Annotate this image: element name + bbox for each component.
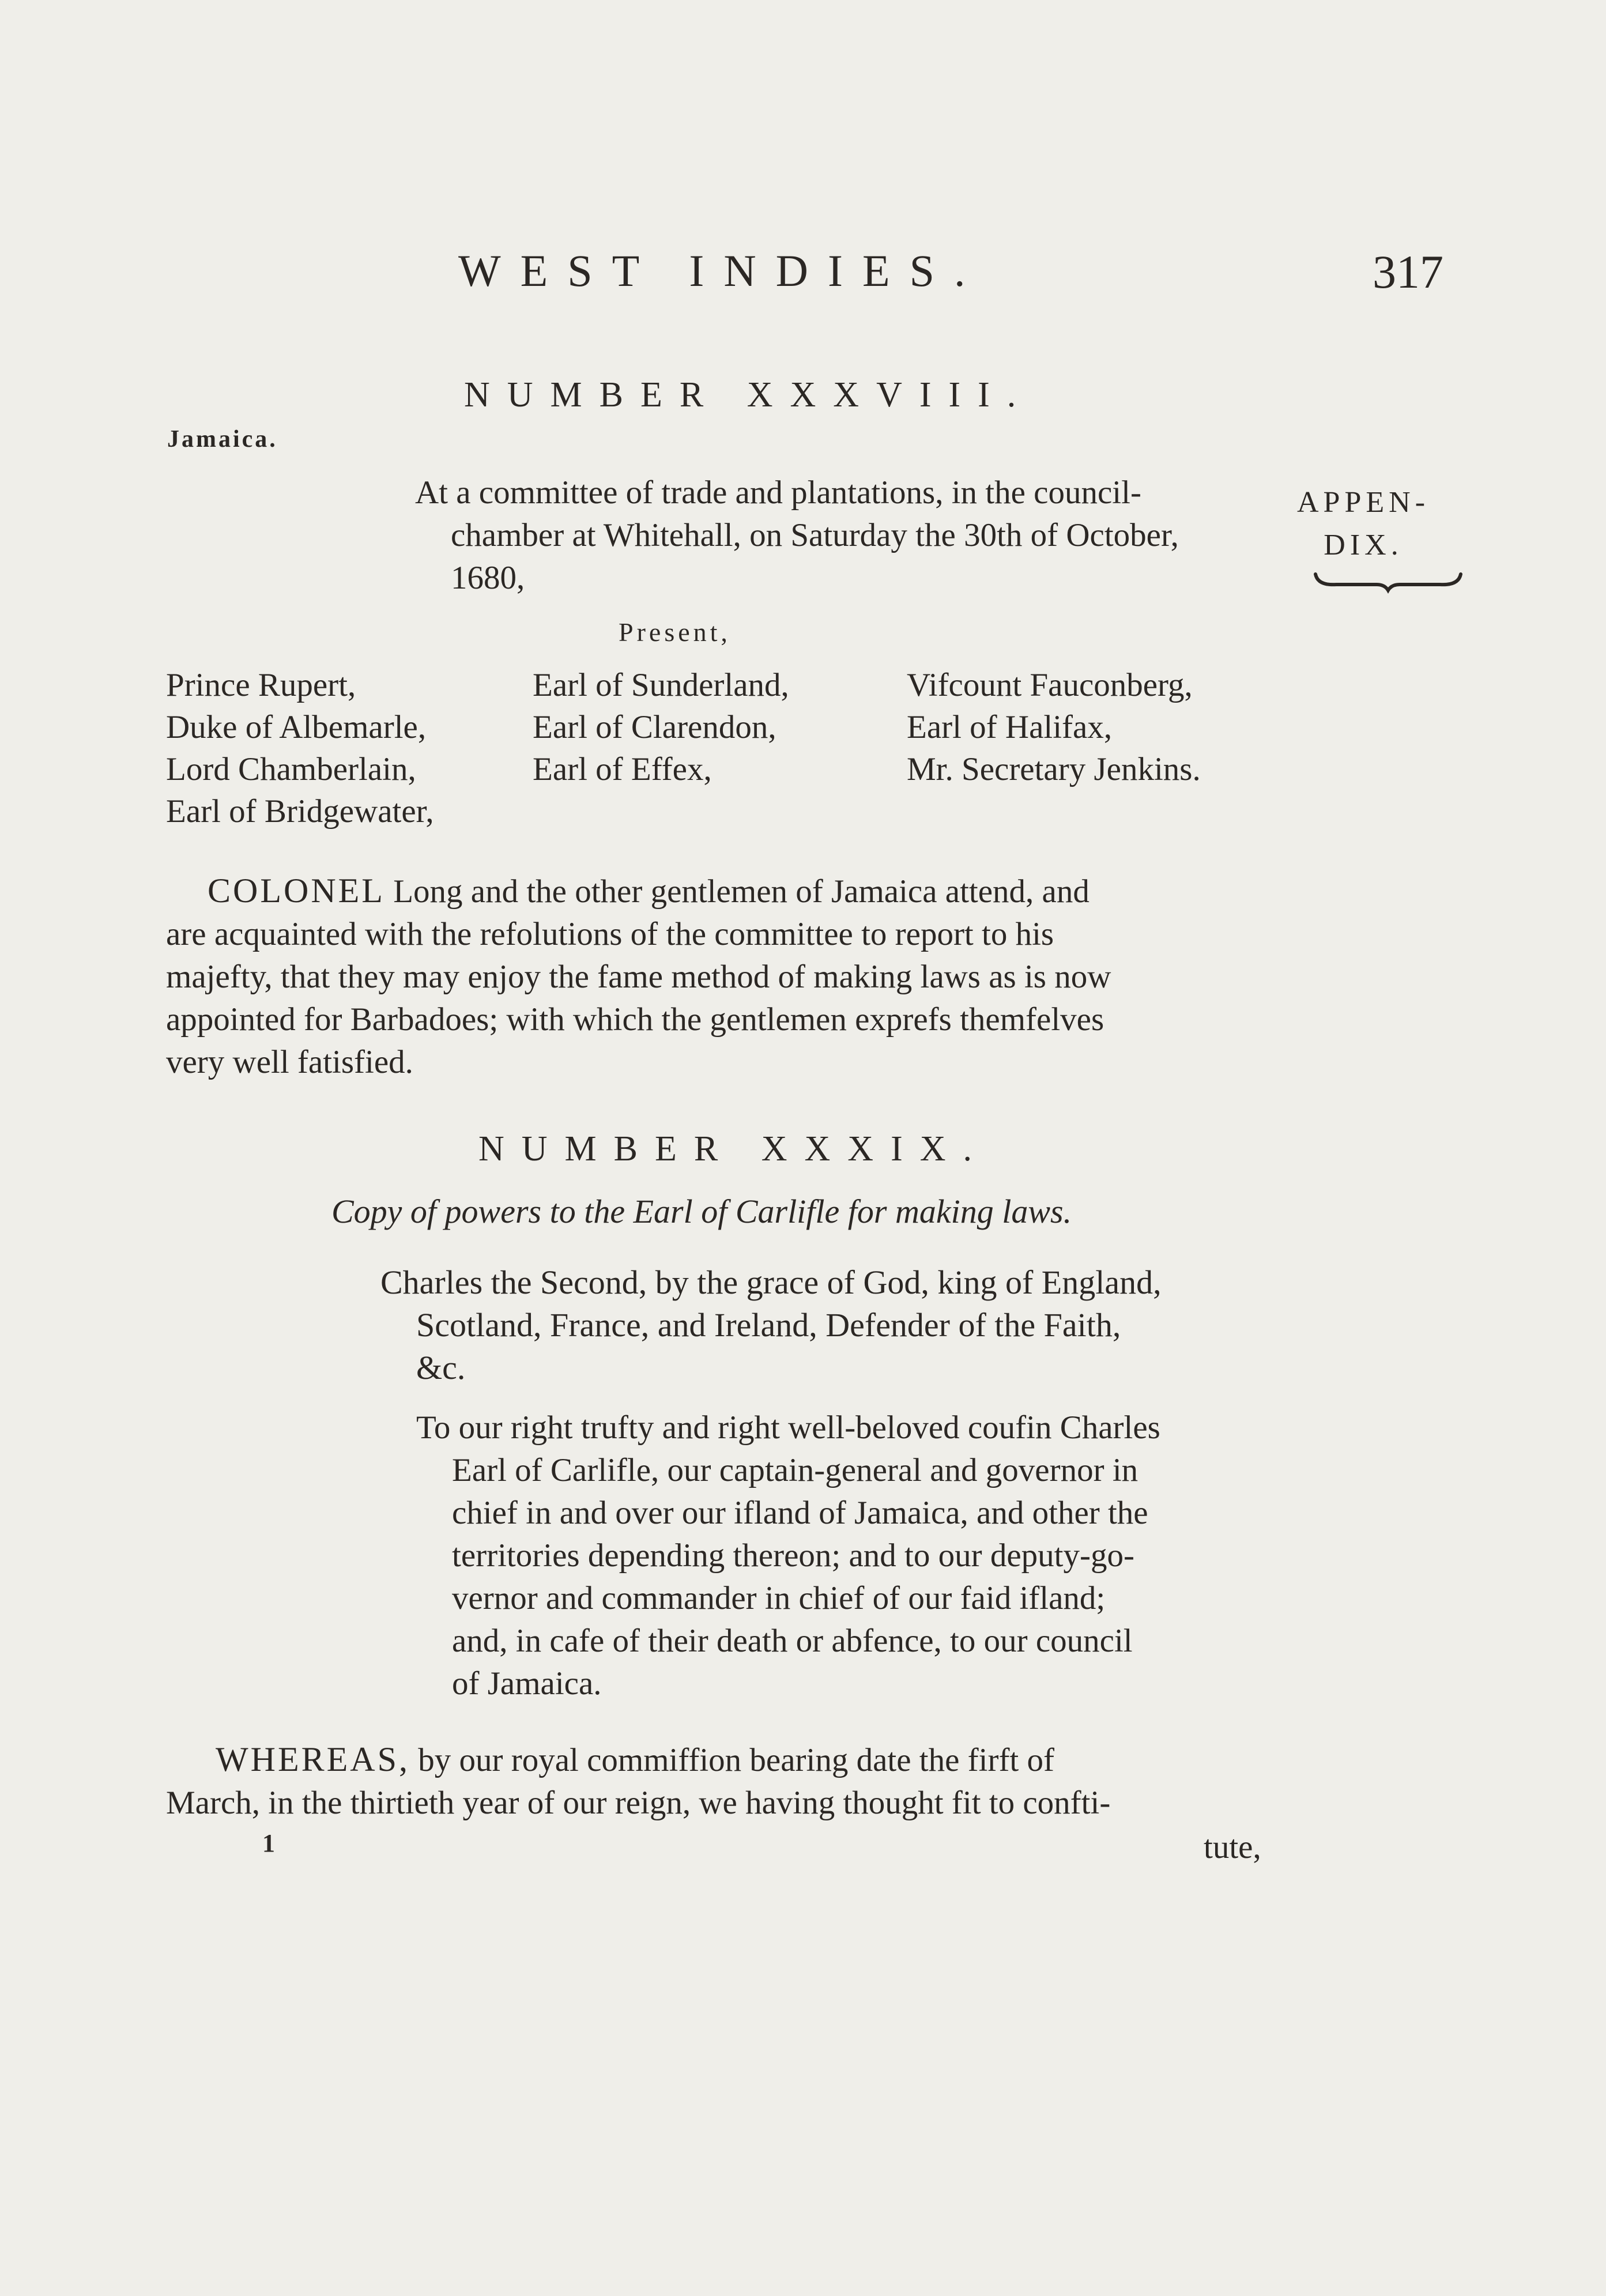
- attendees-column-1: [166, 664, 434, 832]
- committee-intro: [415, 472, 1179, 600]
- brace-ornament-icon: [1313, 571, 1463, 594]
- salutation-line: Scotland, France, and Ireland, Defender of the Faith,: [416, 1306, 1121, 1344]
- address-line: To our right trufty and right well-beloved coufin Charles: [416, 1409, 1160, 1446]
- intro-line: At a committee of trade and plantations, in the council-: [415, 474, 1141, 511]
- intro-line: chamber at Whitehall, on Saturday the 30th of October,: [451, 517, 1179, 553]
- attendee: Vifcount Fauconberg,: [907, 667, 1193, 703]
- address-line: of Jamaica.: [452, 1665, 602, 1702]
- appendix-line-1: APPEN-: [1297, 486, 1430, 519]
- whereas-paragraph: [166, 1738, 1110, 1824]
- document-subtitle: Copy of powers to the Earl of Carlifle for making laws.: [331, 1193, 1072, 1230]
- appendix-marginal-note: [1297, 481, 1430, 567]
- address-block: [416, 1407, 1160, 1705]
- intro-line: 1680,: [451, 560, 525, 596]
- salutation-line: Charles the Second, by the grace of God, king of England,: [380, 1264, 1162, 1301]
- section-heading-39: NUMBER XXXIX.: [478, 1129, 989, 1168]
- paragraph-lead: WHEREAS,: [216, 1740, 410, 1778]
- attendee: Duke of Albemarle,: [166, 709, 427, 745]
- address-line: Earl of Carlifle, our captain-general and governor in: [452, 1452, 1138, 1488]
- signature-mark: 1: [262, 1829, 275, 1857]
- paragraph-line: WHEREAS, by our royal commiffion bearing date the firft of: [216, 1740, 1054, 1778]
- catchword: tute,: [1204, 1829, 1261, 1865]
- paragraph-line: appointed for Barbadoes; with which the gentlemen exprefs themfelves: [166, 1001, 1104, 1038]
- paragraph-line: March, in the thirtieth year of our reign, we having thought fit to confti-: [166, 1785, 1111, 1821]
- page-number: 317: [1373, 246, 1443, 298]
- attendee: Earl of Sunderland,: [533, 667, 789, 703]
- attendees-column-2: [533, 664, 789, 790]
- attendee: Lord Chamberlain,: [166, 751, 416, 787]
- address-line: and, in cafe of their death or abfence, to our council: [452, 1623, 1133, 1659]
- running-title: WEST INDIES.: [458, 246, 985, 296]
- margin-head-jamaica: Jamaica.: [167, 426, 278, 453]
- paragraph-line: majefty, that they may enjoy the fame method of making laws as is now: [166, 959, 1111, 995]
- attendee: Mr. Secretary Jenkins.: [907, 751, 1201, 787]
- attendees-column-3: [907, 664, 1201, 790]
- address-line: vernor and commander in chief of our faid ifland;: [452, 1580, 1106, 1616]
- attendee: Earl of Bridgewater,: [166, 793, 434, 830]
- address-line: territories depending thereon; and to our deputy-go-: [452, 1537, 1134, 1574]
- appendix-line-2: DIX.: [1324, 529, 1403, 561]
- paragraph-line: COLONEL Long and the other gentlemen of Jamaica attend, and: [208, 872, 1089, 910]
- section-heading-38: NUMBER XXXVIII.: [464, 375, 1034, 414]
- attendee: Earl of Halifax,: [907, 709, 1113, 745]
- paragraph-line: very well fatisfied.: [166, 1044, 413, 1080]
- salutation-line: &c.: [416, 1349, 466, 1386]
- paragraph-line: are acquainted with the refolutions of the committee to report to his: [166, 916, 1054, 952]
- royal-salutation: [380, 1261, 1162, 1389]
- colonel-paragraph: [166, 869, 1111, 1084]
- attendee: Prince Rupert,: [166, 667, 356, 703]
- paragraph-lead: COLONEL: [208, 872, 385, 910]
- attendee: Earl of Effex,: [533, 751, 712, 787]
- attendee: Earl of Clarendon,: [533, 709, 776, 745]
- address-line: chief in and over our ifland of Jamaica, and other the: [452, 1495, 1148, 1531]
- present-label: Present,: [619, 617, 731, 647]
